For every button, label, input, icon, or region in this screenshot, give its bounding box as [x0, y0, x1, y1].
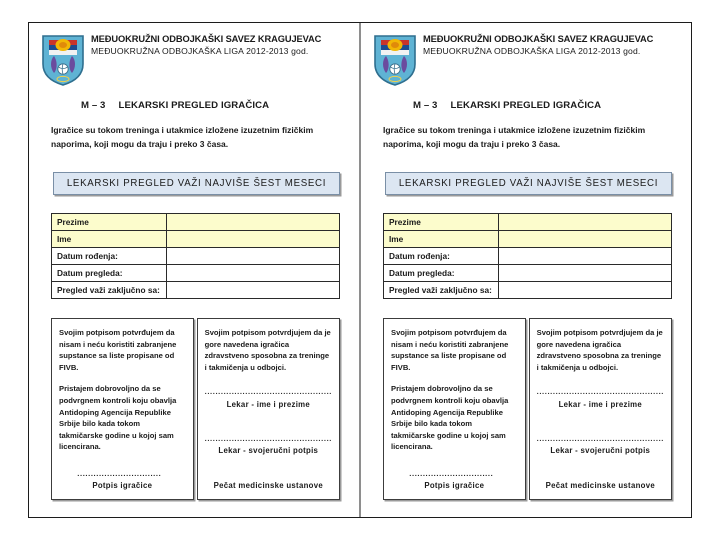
document-page [28, 22, 692, 518]
row-label-pregled-vazi: Pregled važi zaključno sa: [384, 282, 499, 299]
player-signature-caption: Potpis igračice [92, 481, 153, 491]
doctor-name-caption: Lekar - ime i prezime [226, 399, 311, 409]
league-line: MEĐUOKRUŽNA ODBOJKAŠKA LIGA 2012-2013 god. [423, 46, 641, 56]
volleyball-federation-crest-icon [373, 34, 419, 91]
table-row [52, 265, 340, 282]
table-row [384, 248, 672, 265]
statement-boxes-right [361, 318, 691, 500]
table-row [52, 214, 340, 231]
row-label-prezime: Prezime [52, 214, 167, 231]
player-declaration-paragraph-2: Pristajem dobrovoljno da se podvrgnem kontroli koju obavlja Antidoping Agencija Republike Srbije bilo kada tokom takmičarske godine u kojoj sam licencirana. [59, 384, 177, 452]
player-data-table [51, 213, 340, 299]
row-label-prezime: Prezime [384, 214, 499, 231]
doctor-signature-line[interactable]: ............................................... [204, 433, 332, 443]
player-signature-block [391, 468, 518, 492]
player-signature-block [59, 468, 186, 492]
row-value-prezime[interactable] [499, 214, 672, 231]
stamp-block [205, 480, 332, 492]
row-label-pregled-vazi: Pregled važi zaključno sa: [52, 282, 167, 299]
table-row [384, 214, 672, 231]
doctor-name-signature-block [537, 386, 664, 410]
player-signature-line[interactable]: ............................... [77, 468, 162, 478]
stamp-caption: Pečat medicinske ustanove [213, 481, 323, 491]
organization-title: MEĐUOKRUŽNI ODBOJKAŠKI SAVEZ KRAGUJEVAC [91, 34, 322, 44]
player-data-table [383, 213, 672, 299]
organization-title: MEĐUOKRUŽNI ODBOJKAŠKI SAVEZ KRAGUJEVAC [423, 34, 654, 44]
doctor-signature-caption: Lekar - svojeručni potpis [550, 446, 651, 456]
validity-banner: LEKARSKI PREGLED VAŽI NAJVIŠE ŠEST MESECI [53, 172, 340, 195]
form-title: LEKARSKI PREGLED IGRAČICA [118, 100, 270, 111]
form-panel-left [29, 23, 359, 517]
player-declaration-paragraph-1: Svojim potpisom potvrđujem da nisam i neću koristiti zabranjene supstance sa liste propisane od FIVB. [391, 328, 509, 372]
player-data-table-wrap [361, 213, 691, 299]
row-label-ime: Ime [52, 231, 167, 248]
form-code-line [361, 100, 691, 111]
doctor-declaration-paragraph: Svojim potpisom potvrdjujem da je gore navedena igračica zdravstveno sposobna za treninge i takmičenja u odbojci. [536, 328, 663, 372]
intro-text: Igračice su tokom treninga i utakmice izložene izuzetnim fizičkim naporima, koji mogu da traju i preko 3 časa. [383, 125, 646, 149]
stamp-caption: Pečat medicinske ustanove [545, 481, 655, 491]
row-value-ime[interactable] [499, 231, 672, 248]
doctor-signature-block [205, 433, 332, 457]
row-value-datum-pregleda[interactable] [499, 265, 672, 282]
row-label-datum-pregleda: Datum pregleda: [384, 265, 499, 282]
row-label-datum-rodjenja: Datum rođenja: [52, 248, 167, 265]
header-left [29, 23, 359, 91]
table-row [384, 282, 672, 299]
row-label-datum-pregleda: Datum pregleda: [52, 265, 167, 282]
doctor-name-line[interactable]: ............................................... [204, 387, 332, 397]
doctor-signature-line[interactable]: ............................................... [536, 433, 664, 443]
player-declaration-box [51, 318, 194, 500]
doctor-declaration-paragraph: Svojim potpisom potvrdjujem da je gore navedena igračica zdravstveno sposobna za treninge i takmičenja u odbojci. [204, 328, 331, 372]
form-code-line [29, 100, 359, 111]
row-label-ime: Ime [384, 231, 499, 248]
player-declaration-box [383, 318, 526, 500]
doctor-declaration-box [529, 318, 672, 500]
league-line: MEĐUOKRUŽNA ODBOJKAŠKA LIGA 2012-2013 god. [91, 46, 309, 56]
row-value-pregled-vazi[interactable] [499, 282, 672, 299]
validity-banner-wrap [361, 172, 691, 195]
row-value-datum-pregleda[interactable] [167, 265, 340, 282]
player-signature-caption: Potpis igračice [424, 481, 485, 491]
row-value-pregled-vazi[interactable] [167, 282, 340, 299]
doctor-declaration-box [197, 318, 340, 500]
table-row [52, 248, 340, 265]
form-panel-right [361, 23, 691, 517]
player-signature-line[interactable]: ............................... [409, 468, 494, 478]
player-data-table-wrap [29, 213, 359, 299]
player-declaration-paragraph-2: Pristajem dobrovoljno da se podvrgnem kontroli koju obavlja Antidoping Agencija Republike Srbije bilo kada tokom takmičarske godine u kojoj sam licencirana. [391, 384, 509, 452]
header-right [361, 23, 691, 91]
validity-banner: LEKARSKI PREGLED VAŽI NAJVIŠE ŠEST MESECI [385, 172, 672, 195]
form-code: M – 3 [413, 100, 438, 111]
form-code: M – 3 [81, 100, 106, 111]
validity-banner-wrap [29, 172, 359, 195]
table-row [384, 231, 672, 248]
row-value-datum-rodjenja[interactable] [167, 248, 340, 265]
row-value-datum-rodjenja[interactable] [499, 248, 672, 265]
table-row [52, 282, 340, 299]
table-row [384, 265, 672, 282]
doctor-signature-caption: Lekar - svojeručni potpis [218, 446, 319, 456]
player-declaration-paragraph-1: Svojim potpisom potvrđujem da nisam i neću koristiti zabranjene supstance sa liste propisane od FIVB. [59, 328, 177, 372]
doctor-name-line[interactable]: ............................................... [536, 387, 664, 397]
stamp-block [537, 480, 664, 492]
row-value-ime[interactable] [167, 231, 340, 248]
doctor-name-caption: Lekar - ime i prezime [558, 399, 643, 409]
row-label-datum-rodjenja: Datum rođenja: [384, 248, 499, 265]
row-value-prezime[interactable] [167, 214, 340, 231]
intro-text: Igračice su tokom treninga i utakmice izložene izuzetnim fizičkim naporima, koji mogu da traju i preko 3 časa. [51, 125, 314, 149]
doctor-signature-block [537, 433, 664, 457]
table-row [52, 231, 340, 248]
form-title: LEKARSKI PREGLED IGRAČICA [450, 100, 602, 111]
statement-boxes-left [29, 318, 359, 500]
doctor-name-signature-block [205, 386, 332, 410]
volleyball-federation-crest-icon [41, 34, 87, 91]
